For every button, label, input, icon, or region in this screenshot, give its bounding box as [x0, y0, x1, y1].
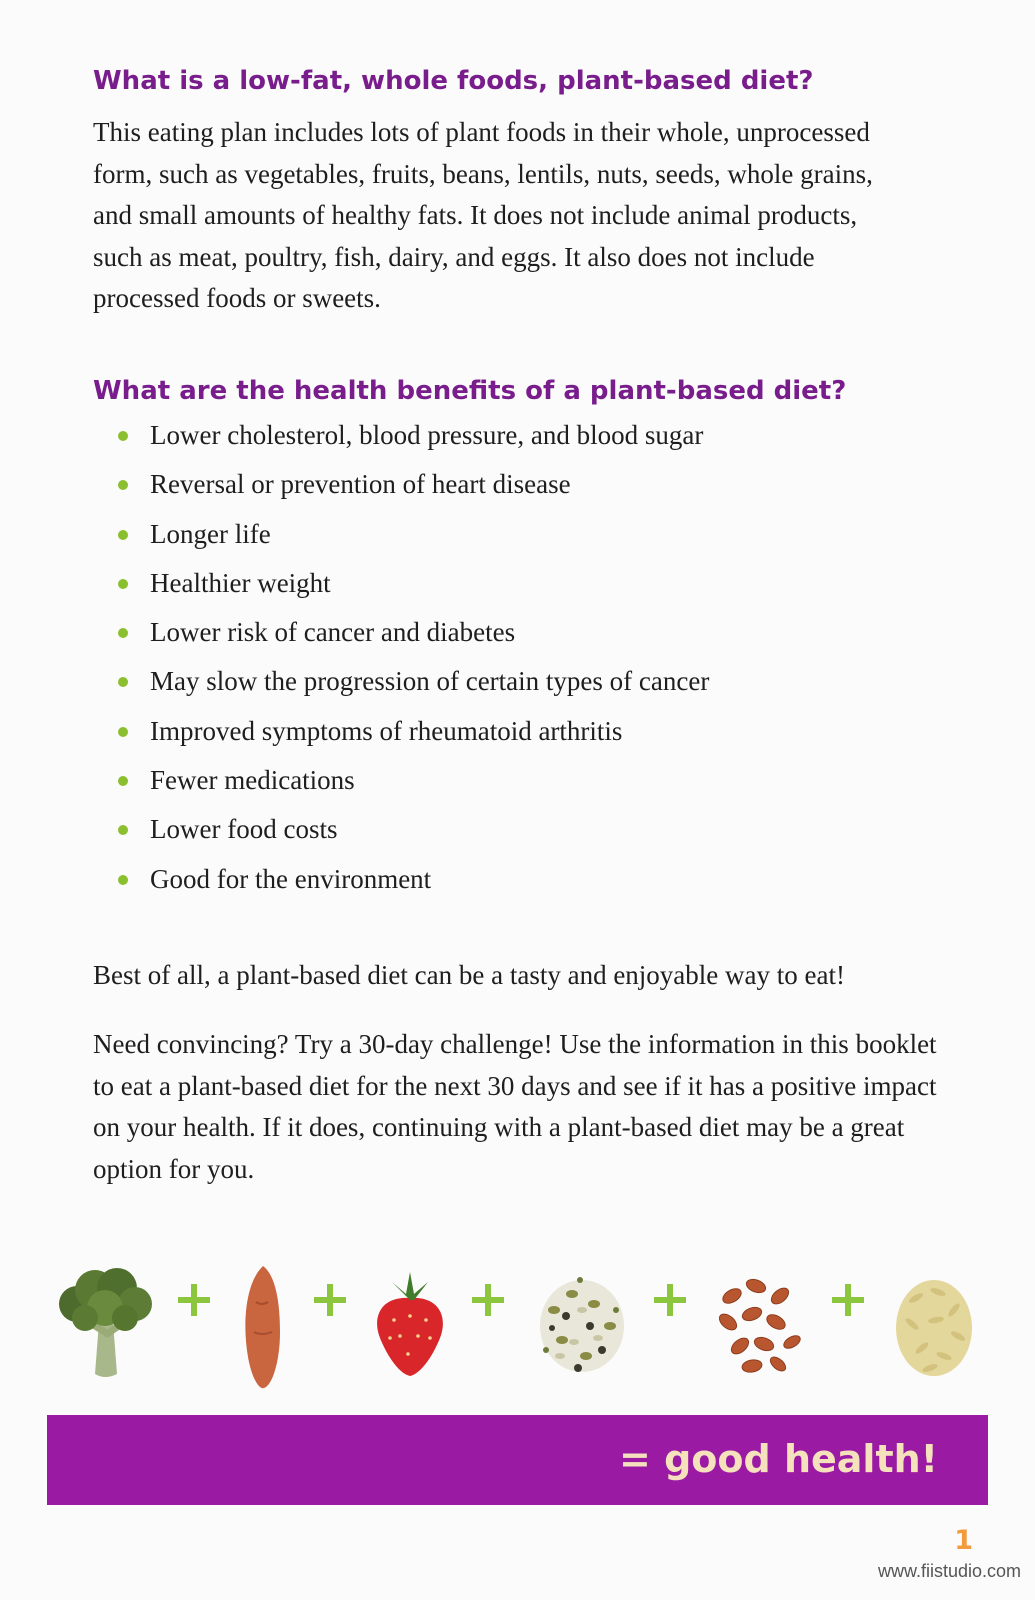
section-heading-benefits: What are the health benefits of a plant-based diet?	[93, 376, 847, 406]
bullet-icon	[118, 677, 128, 687]
intro-paragraph: This eating plan includes lots of plant foods in their whole, unprocessed form, such as vegetables, fruits, beans, lentils, nuts, seeds, whole grains, and small amounts of healthy fats. It does not include animal products, such as meat, poultry, fish, dairy, and eggs. It also does not include processed foods or sweets.	[93, 117, 873, 313]
list-item	[115, 615, 709, 664]
benefit-text: Lower risk of cancer and diabetes	[150, 617, 516, 648]
grain-icon	[892, 1276, 976, 1380]
challenge-paragraph: Need convincing? Try a 30-day challenge! Use the information in this booklet to eat a plant-based diet for the next 30 days and see if it has a positive impact on your health. If it does, continuing with a plant-based diet may be a great option for you.	[93, 1029, 937, 1184]
plus-icon	[470, 1282, 506, 1318]
list-item	[115, 763, 709, 812]
bullet-icon	[118, 727, 128, 737]
banner-text: = good health!	[619, 1437, 938, 1481]
list-item	[115, 812, 709, 861]
bullet-icon	[118, 776, 128, 786]
benefit-text: Lower cholesterol, blood pressure, and blood sugar	[150, 420, 704, 450]
benefit-text: Improved symptoms of rheumatoid arthritis	[150, 715, 623, 746]
benefit-text: May slow the progression of certain types of cancer	[150, 666, 710, 697]
benefit-text: Good for the environment	[150, 863, 432, 894]
bullet-icon	[118, 431, 128, 441]
plus-icon	[652, 1282, 688, 1318]
benefit-text: Healthier weight	[150, 567, 331, 598]
section-heading-diet: What is a low-fat, whole foods, plant-based diet?	[93, 66, 814, 96]
strawberry-icon	[370, 1268, 450, 1378]
list-item	[115, 467, 709, 516]
page-number: 1	[954, 1525, 973, 1556]
plus-icon	[312, 1282, 348, 1318]
benefit-text: Fewer medications	[150, 765, 355, 796]
plus-icon	[176, 1282, 212, 1318]
good-health-banner	[47, 1415, 988, 1505]
plus-icon	[830, 1282, 866, 1318]
broccoli-icon	[55, 1262, 155, 1382]
sweet-potato-icon	[238, 1262, 288, 1392]
list-item	[115, 664, 709, 713]
almonds-icon	[712, 1272, 804, 1376]
list-item	[115, 517, 709, 566]
bullet-icon	[118, 825, 128, 835]
list-item	[115, 418, 709, 467]
bullet-icon	[118, 579, 128, 589]
website-watermark: www.fiistudio.com	[877, 1561, 1021, 1581]
bullet-icon	[118, 480, 128, 490]
list-item	[115, 566, 709, 615]
bullet-icon	[118, 628, 128, 638]
best-of-all-text: Best of all, a plant-based diet can be a tasty and enjoyable way to eat!	[93, 960, 845, 990]
list-item	[115, 714, 709, 763]
benefit-text: Longer life	[150, 518, 271, 549]
bullet-icon	[118, 875, 128, 885]
benefits-list	[115, 418, 709, 911]
benefit-text: Lower food costs	[150, 814, 338, 845]
list-item	[115, 862, 709, 911]
benefit-text: Reversal or prevention of heart disease	[150, 469, 571, 500]
bullet-icon	[118, 530, 128, 540]
seeds-icon	[532, 1270, 632, 1382]
